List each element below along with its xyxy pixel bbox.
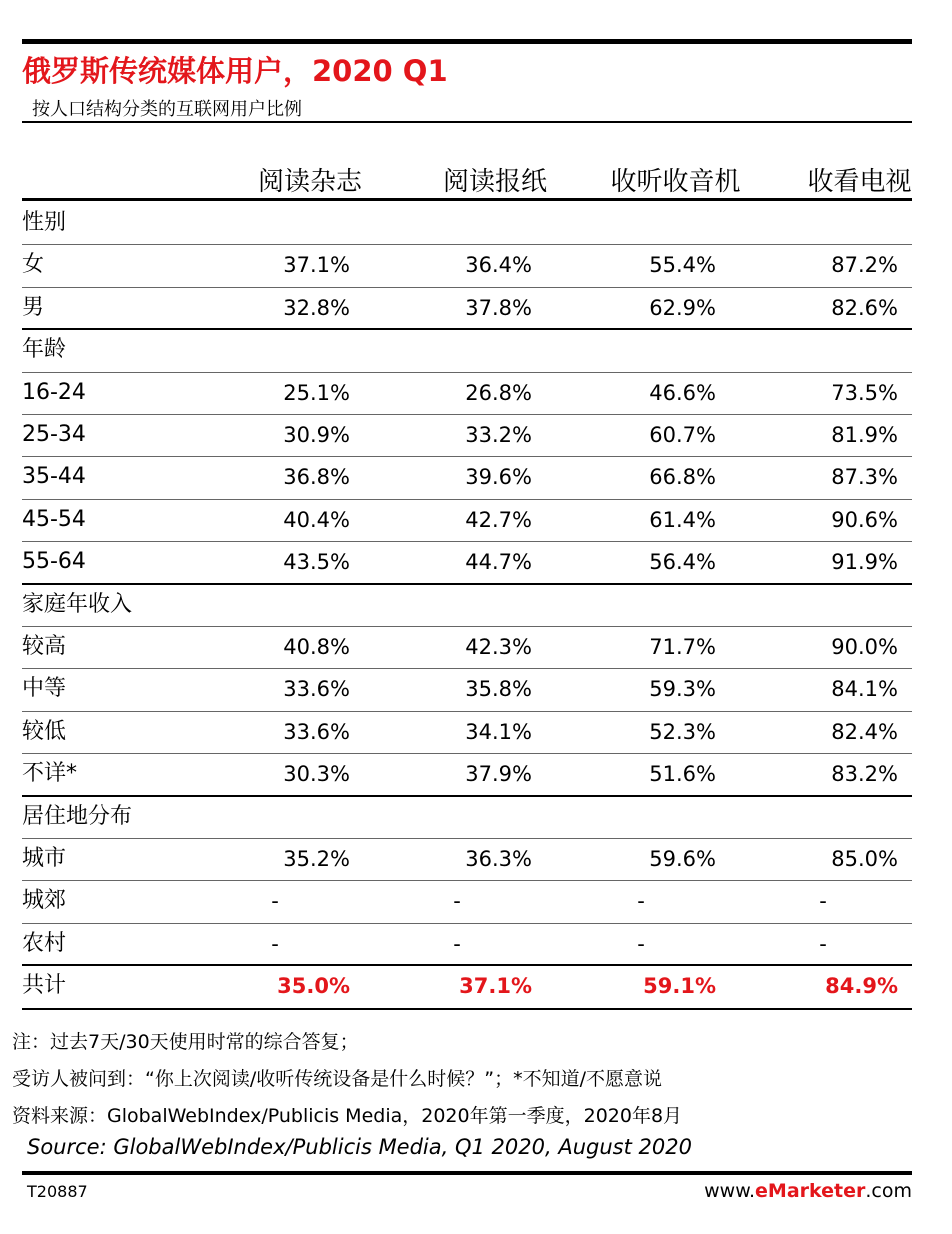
table-cell: - <box>453 889 461 914</box>
table-cell: 84.1% <box>831 677 898 702</box>
table-cell: - <box>637 889 645 914</box>
top-rule <box>22 39 912 44</box>
header-rule <box>22 198 912 201</box>
section-label: 年龄 <box>22 337 67 363</box>
table-cell: 59.3% <box>649 677 716 702</box>
table-row <box>22 499 912 541</box>
table-cell: 30.3% <box>283 762 350 787</box>
page-title: 俄罗斯传统媒体用户，2020 Q1 <box>22 54 448 88</box>
chart-code: T20887 <box>27 1182 88 1201</box>
row-label: 男 <box>22 294 45 320</box>
table-cell: 37.9% <box>465 762 532 787</box>
table-cell: 81.9% <box>831 423 898 447</box>
table-cell: 43.5% <box>283 550 350 575</box>
row-label: 共计 <box>22 973 67 999</box>
row-label: 45-54 <box>22 506 86 532</box>
table-cell: 30.9% <box>283 423 350 447</box>
row-label: 城市 <box>22 846 67 871</box>
table-cell: 59.6% <box>649 847 716 871</box>
table-cell: - <box>271 889 279 914</box>
table-cell: 39.6% <box>465 465 532 490</box>
table-row <box>22 414 912 456</box>
row-label: 55-64 <box>22 549 86 575</box>
table-row <box>22 456 912 498</box>
site-suffix: .com <box>865 1180 912 1202</box>
table-cell: 32.8% <box>283 295 350 320</box>
table-cell: 66.8% <box>649 465 716 490</box>
table-cell: 71.7% <box>649 635 716 659</box>
table-cell: 85.0% <box>831 847 898 871</box>
table-cell: 36.8% <box>283 465 350 490</box>
table-cell: 44.7% <box>465 550 532 575</box>
footer-rule <box>22 1171 912 1175</box>
table-cell: 37.8% <box>465 295 532 320</box>
table-row <box>22 287 912 329</box>
site-prefix: www. <box>704 1180 756 1202</box>
table-cell: 37.1% <box>283 253 350 278</box>
page-subtitle: 按人口结构分类的互联网用户比例 <box>32 99 302 120</box>
table-cell: 40.8% <box>283 635 350 659</box>
table-cell: 35.8% <box>465 677 532 702</box>
table-cell: 42.3% <box>465 635 532 659</box>
table-cell: 91.9% <box>831 550 898 575</box>
table-cell: 55.4% <box>649 253 716 278</box>
total-row <box>22 965 912 1007</box>
survey-question-line: 受访人被问到：“你上次阅读/收听传统设备是什么时候？”；*不知道/不愿意说 <box>12 1068 662 1090</box>
table-cell: 52.3% <box>649 719 716 744</box>
note-line: 注：过去7天/30天使用时常的综合答复； <box>12 1031 359 1053</box>
table-cell: 90.0% <box>831 635 898 659</box>
table-row <box>22 753 912 795</box>
table-cell: 37.1% <box>459 974 532 999</box>
table-row <box>22 668 912 710</box>
table-cell: 83.2% <box>831 762 898 787</box>
table-cell: 87.2% <box>831 253 898 278</box>
table-row <box>22 880 912 922</box>
table-row <box>22 244 912 286</box>
table-cell: 56.4% <box>649 550 716 575</box>
table-cell: 87.3% <box>831 465 898 490</box>
table-cell: 36.4% <box>465 253 532 278</box>
column-header-tv: 收看电视 <box>807 167 912 197</box>
site-brand: eMarketer <box>755 1180 866 1202</box>
table-bottom-rule <box>22 1008 912 1010</box>
site-credit <box>704 1180 912 1202</box>
table-cell: 26.8% <box>465 380 532 405</box>
column-header-radio: 收听收音机 <box>610 167 741 197</box>
table-cell: 33.6% <box>283 677 350 702</box>
section-row <box>22 584 912 626</box>
section-row <box>22 796 912 838</box>
table-row <box>22 372 912 414</box>
table-cell: 33.6% <box>283 719 350 744</box>
section-label: 性别 <box>22 210 67 235</box>
table-cell: 42.7% <box>465 507 532 532</box>
table-cell: 34.1% <box>465 719 532 744</box>
subtitle-rule <box>22 121 912 123</box>
row-label: 城郊 <box>22 888 67 914</box>
table-cell: 25.1% <box>283 380 350 405</box>
table-cell: - <box>819 889 827 914</box>
table-cell: 82.6% <box>831 295 898 320</box>
source-line-en: Source: GlobalWebIndex/Publicis Media, Q1 2020, August 2020 <box>27 1135 692 1159</box>
row-label: 较高 <box>22 634 67 659</box>
table-cell: 73.5% <box>831 380 898 405</box>
table-cell: - <box>453 931 461 956</box>
section-row <box>22 202 912 244</box>
row-label: 农村 <box>22 930 67 956</box>
row-label: 25-34 <box>22 422 86 447</box>
source-line-cn: 资料来源：GlobalWebIndex/Publicis Media，2020年第一季度，2020年8月 <box>12 1105 683 1127</box>
table-row <box>22 923 912 965</box>
table-row <box>22 541 912 583</box>
row-label: 16-24 <box>22 379 86 405</box>
table-cell: 46.6% <box>649 380 716 405</box>
row-label: 较低 <box>22 718 67 744</box>
table-row <box>22 711 912 753</box>
table-cell: 36.3% <box>465 847 532 871</box>
table-row <box>22 838 912 880</box>
column-header-newspapers: 阅读报纸 <box>442 167 547 197</box>
table-cell: 84.9% <box>825 974 898 999</box>
row-label: 中等 <box>22 676 67 702</box>
table-cell: 62.9% <box>649 295 716 320</box>
column-header-magazines: 阅读杂志 <box>257 167 362 197</box>
table-cell: 82.4% <box>831 719 898 744</box>
table-cell: 35.2% <box>283 847 350 871</box>
table-cell: - <box>637 931 645 956</box>
table-cell: 51.6% <box>649 762 716 787</box>
table-cell: 90.6% <box>831 507 898 532</box>
table-cell: 40.4% <box>283 507 350 532</box>
section-label: 家庭年收入 <box>22 591 133 617</box>
table-cell: 33.2% <box>465 423 532 447</box>
table-cell: 60.7% <box>649 423 716 447</box>
table-cell: - <box>271 931 279 956</box>
section-row <box>22 329 912 371</box>
table-cell: 59.1% <box>643 974 716 999</box>
table-cell: 35.0% <box>277 974 350 999</box>
table-cell: - <box>819 931 827 956</box>
section-label: 居住地分布 <box>22 803 133 829</box>
table-cell: 61.4% <box>649 507 716 532</box>
table-row <box>22 626 912 668</box>
row-label: 35-44 <box>22 464 86 490</box>
row-label: 不详* <box>22 761 78 787</box>
row-label: 女 <box>22 252 45 278</box>
